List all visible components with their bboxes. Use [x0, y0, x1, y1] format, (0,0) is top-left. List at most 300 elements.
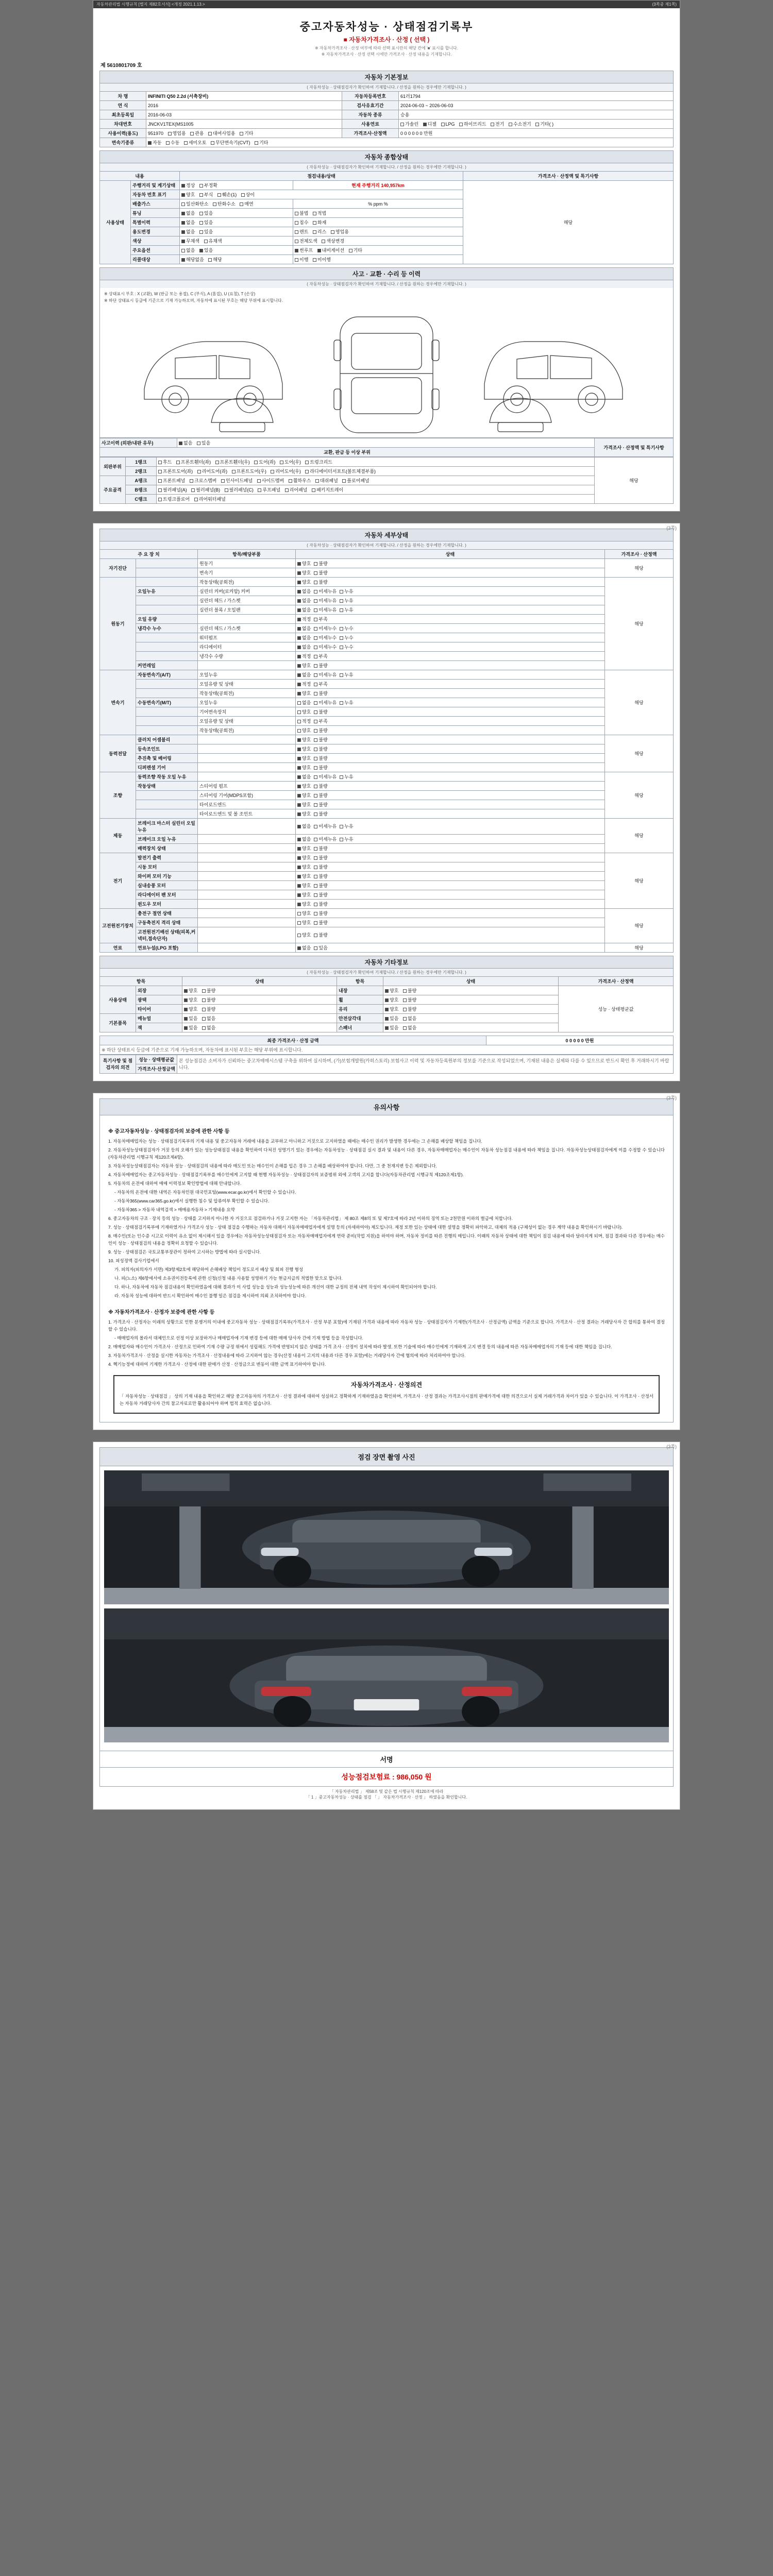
detail-option-2[interactable]	[340, 836, 353, 842]
detail-option-1[interactable]	[314, 891, 327, 898]
manual-no[interactable]: 없음	[202, 1015, 215, 1022]
part-cross-member[interactable]: 크로스멤버	[190, 477, 216, 484]
checkbox-icon[interactable]	[314, 738, 317, 742]
polish-bad[interactable]: 불량	[202, 996, 215, 1003]
checkbox-icon[interactable]	[314, 590, 317, 594]
plate-mark-good[interactable]: 양호	[181, 191, 195, 198]
checkbox-icon[interactable]	[314, 838, 317, 841]
detail-option-0[interactable]	[297, 569, 311, 576]
polish-good[interactable]: 양호	[184, 996, 197, 1003]
special-fire[interactable]: 화재	[313, 219, 326, 226]
part-front-door-l[interactable]: 프론트도어(좌)	[158, 468, 193, 474]
checkbox-icon[interactable]	[314, 875, 317, 878]
checkbox-icon[interactable]	[314, 673, 317, 677]
spanner-yes[interactable]: 있음	[385, 1024, 398, 1031]
checkbox-icon[interactable]	[340, 590, 343, 594]
detail-option-0[interactable]	[297, 944, 311, 951]
recall-none[interactable]: 해당없음	[181, 256, 204, 263]
checkbox-icon[interactable]	[314, 599, 317, 603]
detail-option-0[interactable]	[297, 755, 311, 761]
checkbox-icon[interactable]	[297, 738, 301, 742]
checkbox-icon[interactable]	[340, 599, 343, 603]
row-opts-plate-mark	[180, 190, 463, 199]
checkbox-icon[interactable]	[314, 766, 317, 770]
checkbox-icon[interactable]	[314, 825, 317, 828]
detail-option-2[interactable]	[340, 699, 353, 706]
checkbox-icon[interactable]	[297, 618, 301, 621]
detail-option-0[interactable]	[297, 931, 311, 938]
detail-option-1[interactable]	[314, 606, 337, 613]
checkbox-icon[interactable]	[297, 785, 301, 788]
usechange-none[interactable]: 없음	[181, 228, 195, 235]
part-inside-panel[interactable]: 인사이드패널	[221, 477, 253, 484]
detail-option-1[interactable]	[314, 901, 327, 907]
glass-good[interactable]: 양호	[385, 1006, 398, 1012]
transmission-option-auto[interactable]: 자동	[148, 139, 161, 146]
detail-option-1[interactable]	[314, 944, 327, 951]
detail-option-0[interactable]	[297, 560, 311, 567]
detail-option-label: 양호	[302, 746, 311, 752]
detail-option-1[interactable]	[314, 882, 327, 889]
checkbox-icon[interactable]	[340, 838, 343, 841]
checkbox-icon[interactable]	[340, 673, 343, 677]
detail-option-0[interactable]	[297, 708, 311, 715]
detail-option-0[interactable]	[297, 625, 311, 632]
detail-option-0[interactable]	[297, 616, 311, 622]
detail-option-1[interactable]	[314, 736, 327, 743]
detail-option-0[interactable]	[297, 671, 311, 678]
transmission-option-etc[interactable]: 기타	[255, 139, 268, 146]
checkbox-icon[interactable]	[314, 946, 317, 950]
recall-notdone[interactable]: 미이행	[313, 256, 331, 263]
detail-option-0[interactable]	[297, 736, 311, 743]
emission-co[interactable]: 일산화탄소	[181, 200, 208, 207]
checkbox-icon[interactable]	[314, 627, 317, 631]
checkbox-icon[interactable]	[314, 903, 317, 906]
rank-a: A랭크	[126, 476, 157, 485]
checkbox-icon[interactable]	[297, 599, 301, 603]
usage-option-rental[interactable]: 대여사업용	[208, 130, 235, 137]
checkbox-icon[interactable]	[314, 710, 317, 714]
part-radiator-support[interactable]: 라디에이터서포트(볼트체결부품)	[305, 468, 376, 474]
detail-option-0[interactable]	[297, 643, 311, 650]
detail-option-0[interactable]	[297, 901, 311, 907]
special-flood[interactable]: 침수	[295, 219, 308, 226]
color-changed[interactable]: 색상변경	[322, 238, 344, 244]
part-pillar-a[interactable]: 필러패널(A)	[158, 486, 187, 493]
detail-option-0[interactable]	[297, 910, 311, 917]
checkbox-icon[interactable]	[297, 655, 301, 658]
triangle-no[interactable]: 없음	[403, 1015, 416, 1022]
checkbox-icon[interactable]	[314, 655, 317, 658]
checkbox-icon[interactable]	[340, 825, 343, 828]
detail-option-1[interactable]	[314, 910, 327, 917]
checkbox-icon[interactable]	[314, 664, 317, 668]
wheel-good[interactable]: 양호	[385, 996, 398, 1003]
checkbox-icon[interactable]	[297, 683, 301, 686]
detail-option-0[interactable]	[297, 745, 311, 752]
part-pillar-c[interactable]: 필러패널(C)	[225, 486, 254, 493]
checkbox-icon[interactable]	[340, 608, 343, 612]
interior-bad[interactable]: 불량	[403, 987, 416, 994]
checkbox-icon[interactable]	[297, 720, 301, 723]
detail-option-1[interactable]	[314, 653, 327, 659]
detail-option-0[interactable]	[297, 606, 311, 613]
checkbox-icon[interactable]	[314, 884, 317, 888]
page-1	[93, 0, 680, 512]
part-hood[interactable]: 후드	[158, 459, 172, 465]
detail-option-1[interactable]	[314, 873, 327, 879]
checkbox-icon[interactable]	[297, 710, 301, 714]
detail-option-0[interactable]	[297, 597, 311, 604]
checkbox-icon[interactable]	[297, 766, 301, 770]
detail-option-1[interactable]	[314, 597, 337, 604]
checkbox-icon[interactable]	[314, 683, 317, 686]
tuning-none[interactable]: 없음	[181, 210, 195, 216]
checkbox-icon[interactable]	[297, 903, 301, 906]
detail-option-1[interactable]	[314, 845, 327, 852]
detail-option-1[interactable]	[314, 836, 337, 842]
detail-option-1[interactable]	[314, 625, 337, 632]
plate-mark-damage[interactable]: 훼손(1)	[217, 191, 237, 198]
detail-option-2[interactable]	[340, 597, 353, 604]
checkbox-icon[interactable]	[314, 794, 317, 798]
plate-mark-different[interactable]: 상이	[241, 191, 255, 198]
part-roof-panel[interactable]: 루프패널	[258, 486, 280, 493]
checkbox-icon[interactable]	[297, 608, 301, 612]
fuel-option-other[interactable]: 기타( )	[535, 121, 553, 127]
detail-option-1[interactable]	[314, 718, 327, 724]
checkbox-icon[interactable]	[314, 912, 317, 916]
detail-option-1[interactable]	[314, 569, 327, 576]
interior-good[interactable]: 양호	[385, 987, 398, 994]
checkbox-icon[interactable]	[314, 856, 317, 860]
detail-price: 해당	[605, 577, 674, 670]
detail-state-options	[296, 772, 605, 781]
detail-option-label: 누유	[344, 824, 354, 829]
fuel-option-hydrogen[interactable]: 수소전기	[509, 121, 531, 127]
checkbox-icon[interactable]	[314, 775, 317, 779]
checkbox-icon[interactable]	[297, 664, 301, 668]
checkbox-icon[interactable]	[340, 627, 343, 631]
detail-option-0[interactable]	[297, 854, 311, 861]
special-none[interactable]: 없음	[181, 219, 195, 226]
exterior-bad[interactable]: 불량	[202, 987, 215, 994]
checkbox-icon[interactable]	[297, 794, 301, 798]
checkbox-icon[interactable]	[297, 757, 301, 760]
detail-option-0[interactable]	[297, 699, 311, 706]
checkbox-icon[interactable]	[314, 921, 317, 925]
part-front-panel[interactable]: 프론트패널	[158, 477, 185, 484]
detail-option-2[interactable]	[340, 643, 353, 650]
checkbox-icon[interactable]	[297, 646, 301, 649]
detail-option-1[interactable]	[314, 783, 327, 789]
tire-good[interactable]: 양호	[184, 1006, 197, 1012]
checkbox-icon[interactable]	[297, 934, 301, 937]
detail-option-0[interactable]	[297, 845, 311, 852]
fuel-option-lpg[interactable]: LPG	[441, 122, 455, 127]
checkbox-icon[interactable]	[297, 627, 301, 631]
detail-option-0[interactable]	[297, 579, 311, 585]
checkbox-icon[interactable]	[297, 775, 301, 779]
plate-mark-corrosion[interactable]: 부식	[199, 191, 213, 198]
detail-option-1[interactable]	[314, 643, 337, 650]
jack-yes[interactable]: 있음	[184, 1024, 197, 1031]
checkbox-icon[interactable]	[314, 581, 317, 584]
detail-option-0[interactable]	[297, 773, 311, 780]
detail-option-0[interactable]	[297, 801, 311, 808]
detail-option-0[interactable]	[297, 919, 311, 926]
detail-option-0[interactable]	[297, 588, 311, 595]
checkbox-icon[interactable]	[314, 785, 317, 788]
transmission-option-semi[interactable]: 세미오토	[184, 139, 207, 146]
checkbox-icon[interactable]	[297, 847, 301, 851]
part-door-l[interactable]: 도어(좌)	[254, 459, 275, 465]
usechange-lease[interactable]: 리스	[313, 228, 326, 235]
checkbox-icon[interactable]	[314, 646, 317, 649]
recall-yes[interactable]: 해당	[208, 256, 222, 263]
checkbox-icon[interactable]	[297, 590, 301, 594]
part-package-tray[interactable]: 패키지트레이	[312, 486, 343, 493]
checkbox-icon[interactable]	[314, 757, 317, 760]
checkbox-icon[interactable]	[297, 875, 301, 878]
detail-option-0[interactable]	[297, 882, 311, 889]
detail-price: 해당	[605, 853, 674, 908]
part-pillar-b[interactable]: 필러패널(B)	[191, 486, 220, 493]
transmission-option-manual[interactable]: 수동	[166, 139, 179, 146]
checkbox-icon[interactable]	[314, 692, 317, 696]
usage-option-government[interactable]: 관용	[190, 130, 204, 137]
detail-option-0[interactable]	[297, 783, 311, 789]
checkbox-icon[interactable]	[297, 921, 301, 925]
transmission-option-cvt[interactable]: 무단변속기(CVT)	[211, 139, 250, 146]
checkbox-icon[interactable]	[297, 946, 301, 950]
option-etc[interactable]: 기타	[349, 247, 362, 253]
usage-option-etc[interactable]: 기타	[240, 130, 253, 137]
detail-option-2[interactable]	[340, 606, 353, 613]
checkbox-icon[interactable]	[314, 636, 317, 640]
row-label-color: 색상	[131, 236, 180, 246]
checkbox-icon[interactable]	[297, 893, 301, 897]
checkbox-icon[interactable]	[314, 571, 317, 575]
detail-option-2[interactable]	[340, 823, 353, 829]
checkbox-icon[interactable]	[314, 812, 317, 816]
detail-option-2[interactable]	[340, 773, 353, 780]
checkbox-icon[interactable]	[297, 571, 301, 575]
detail-option-1[interactable]	[314, 634, 337, 641]
part-dash-panel[interactable]: 대쉬패널	[315, 477, 338, 484]
checkbox-icon[interactable]	[314, 701, 317, 705]
detail-option-0[interactable]	[297, 873, 311, 879]
option-navigation[interactable]: 내비게이션	[317, 247, 344, 253]
fuel-option-hybrid[interactable]: 하이브리드	[459, 121, 486, 127]
part-front-fender-r[interactable]: 프론트휀더(우)	[215, 459, 250, 465]
checkbox-icon[interactable]	[297, 692, 301, 696]
checkbox-icon[interactable]	[314, 847, 317, 851]
option-sunroof[interactable]: 썬루프	[295, 247, 313, 253]
usechange-commercial[interactable]: 영업용	[331, 228, 349, 235]
checkbox-icon[interactable]	[314, 618, 317, 621]
emission-smoke[interactable]: 매연	[240, 200, 253, 207]
fuel-option-electric[interactable]: 전기	[491, 121, 504, 127]
detail-option-1[interactable]	[314, 810, 327, 817]
tuning-legal[interactable]: 적법	[313, 210, 326, 216]
detail-option-1[interactable]	[314, 745, 327, 752]
part-front-door-r[interactable]: 프론트도어(우)	[232, 468, 266, 474]
checkbox-icon[interactable]	[297, 701, 301, 705]
recall-done[interactable]: 이행	[295, 256, 308, 263]
manual-yes[interactable]: 있음	[184, 1015, 197, 1022]
detail-option-2[interactable]	[340, 671, 353, 678]
detail-option-0[interactable]	[297, 681, 311, 687]
checkbox-icon[interactable]	[314, 866, 317, 869]
fuel-option-gasoline[interactable]: 가솔린	[400, 121, 418, 127]
detail-option-0[interactable]	[297, 764, 311, 771]
part-rear-panel[interactable]: 리어패널	[285, 486, 308, 493]
checkbox-icon[interactable]	[297, 812, 301, 816]
detail-option-2[interactable]	[340, 625, 353, 632]
color-full-repaint[interactable]: 전체도색	[295, 238, 317, 244]
accident-none[interactable]: 없음	[179, 439, 192, 446]
checkbox-icon[interactable]	[314, 803, 317, 807]
detail-option-1[interactable]	[314, 727, 327, 734]
checkbox-icon[interactable]	[297, 866, 301, 869]
color-chromatic[interactable]: 유채색	[204, 238, 222, 244]
checkbox-icon[interactable]	[340, 646, 343, 649]
option-none[interactable]: 없음	[181, 247, 195, 253]
detail-option-1[interactable]	[314, 579, 327, 585]
part-rear-door-l[interactable]: 리어도어(좌)	[197, 468, 227, 474]
special-yes[interactable]: 있음	[199, 219, 213, 226]
detail-part	[198, 918, 296, 927]
detail-option-2[interactable]	[340, 634, 353, 641]
detail-option-1[interactable]	[314, 919, 327, 926]
checkbox-icon[interactable]	[297, 838, 301, 841]
detail-option-1[interactable]	[314, 863, 327, 870]
checkbox-icon[interactable]	[297, 673, 301, 677]
detail-option-0[interactable]	[297, 718, 311, 724]
checkbox-icon[interactable]	[297, 856, 301, 860]
detail-option-1[interactable]	[314, 854, 327, 861]
part-wheel-house[interactable]: 휠하우스	[289, 477, 311, 484]
detail-option-0[interactable]	[297, 891, 311, 898]
part-rear-door-r[interactable]: 리어도어(우)	[271, 468, 300, 474]
checkbox-icon[interactable]	[314, 562, 317, 566]
checkbox-icon[interactable]	[297, 562, 301, 566]
detail-option-0[interactable]	[297, 727, 311, 734]
emission-hc[interactable]: 탄화수소	[213, 200, 236, 207]
detail-option-1[interactable]	[314, 662, 327, 669]
glass-bad[interactable]: 불량	[403, 1006, 416, 1012]
detail-option-0[interactable]	[297, 863, 311, 870]
others-opts-exterior	[182, 986, 337, 995]
accident-yes[interactable]: 있음	[197, 439, 210, 446]
detail-option-1[interactable]	[314, 690, 327, 697]
others-opts-manual	[182, 1013, 337, 1023]
exterior-good[interactable]: 양호	[184, 987, 197, 994]
detail-option-1[interactable]	[314, 588, 337, 595]
tuning-yes[interactable]: 있음	[199, 210, 213, 216]
detail-option-1[interactable]	[314, 801, 327, 808]
part-door-r[interactable]: 도어(우)	[280, 459, 301, 465]
detail-option-1[interactable]	[314, 773, 337, 780]
option-yes[interactable]: 있음	[199, 247, 213, 253]
checkbox-icon[interactable]	[297, 825, 301, 828]
table-row	[100, 800, 674, 809]
detail-option-1[interactable]	[314, 616, 327, 622]
part-trunk-floor[interactable]: 트렁크플로어	[158, 496, 190, 502]
part-trunk-lid[interactable]: 트렁크리드	[305, 459, 332, 465]
checkbox-icon[interactable]	[297, 748, 301, 751]
page3-tag: (3쪽)	[666, 1095, 677, 1100]
checkbox-icon[interactable]	[297, 803, 301, 807]
detail-option-0[interactable]	[297, 810, 311, 817]
detail-option-1[interactable]	[314, 708, 327, 715]
tuning-illegal[interactable]: 불법	[295, 210, 308, 216]
part-side-member[interactable]: 사이드멤버	[257, 477, 284, 484]
fuel-option-diesel[interactable]: 디젤	[423, 121, 436, 127]
detail-option-1[interactable]	[314, 699, 337, 706]
detail-option-0[interactable]	[297, 662, 311, 669]
checkbox-icon[interactable]	[297, 729, 301, 733]
checkbox-icon[interactable]	[314, 748, 317, 751]
detail-option-0[interactable]	[297, 653, 311, 659]
detail-option-1[interactable]	[314, 792, 327, 799]
triangle-yes[interactable]: 있음	[385, 1015, 398, 1022]
detail-option-2[interactable]	[340, 588, 353, 595]
wheel-bad[interactable]: 불량	[403, 996, 416, 1003]
detail-option-0[interactable]	[297, 792, 311, 799]
spanner-no[interactable]: 없음	[403, 1024, 416, 1031]
part-floor-panel[interactable]: 플로어패널	[342, 477, 369, 484]
jack-no[interactable]: 없음	[202, 1024, 215, 1031]
checkbox-icon[interactable]	[297, 884, 301, 888]
detail-option-0[interactable]	[297, 690, 311, 697]
detail-option-1[interactable]	[314, 931, 327, 938]
checkbox-icon[interactable]	[340, 701, 343, 705]
detail-option-1[interactable]	[314, 681, 327, 687]
usechange-yes[interactable]: 있음	[199, 228, 213, 235]
checkbox-icon[interactable]	[297, 581, 301, 584]
detail-option-1[interactable]	[314, 671, 337, 678]
checkbox-icon[interactable]	[314, 720, 317, 723]
color-achromatic[interactable]: 무채색	[181, 238, 199, 244]
checkbox-icon[interactable]	[314, 934, 317, 937]
checkbox-icon[interactable]	[314, 608, 317, 612]
part-front-fender-l[interactable]: 프론트휀더(좌)	[176, 459, 211, 465]
usechange-rent[interactable]: 렌트	[295, 228, 308, 235]
detail-option-0[interactable]	[297, 823, 311, 829]
mileage-normal[interactable]: 정상	[181, 182, 195, 189]
checkbox-icon[interactable]	[297, 912, 301, 916]
detail-option-1[interactable]	[314, 755, 327, 761]
part-rear-water-panel[interactable]: 리어워터패널	[194, 496, 226, 502]
detail-option-1[interactable]	[314, 764, 327, 771]
usage-option-business[interactable]: 영업용	[168, 130, 186, 137]
checkbox-icon[interactable]	[297, 636, 301, 640]
tire-bad[interactable]: 불량	[202, 1006, 215, 1012]
detail-option-1[interactable]	[314, 823, 337, 829]
detail-option-0[interactable]	[297, 634, 311, 641]
checkbox-icon[interactable]	[340, 775, 343, 779]
checkbox-icon[interactable]	[314, 893, 317, 897]
checkbox-icon[interactable]	[340, 636, 343, 640]
mileage-abnormal[interactable]: 부정확	[199, 182, 217, 189]
detail-option-0[interactable]	[297, 836, 311, 842]
detail-option-1[interactable]	[314, 560, 327, 567]
detail-option-label: 불량	[318, 811, 328, 817]
checkbox-icon[interactable]	[314, 729, 317, 733]
